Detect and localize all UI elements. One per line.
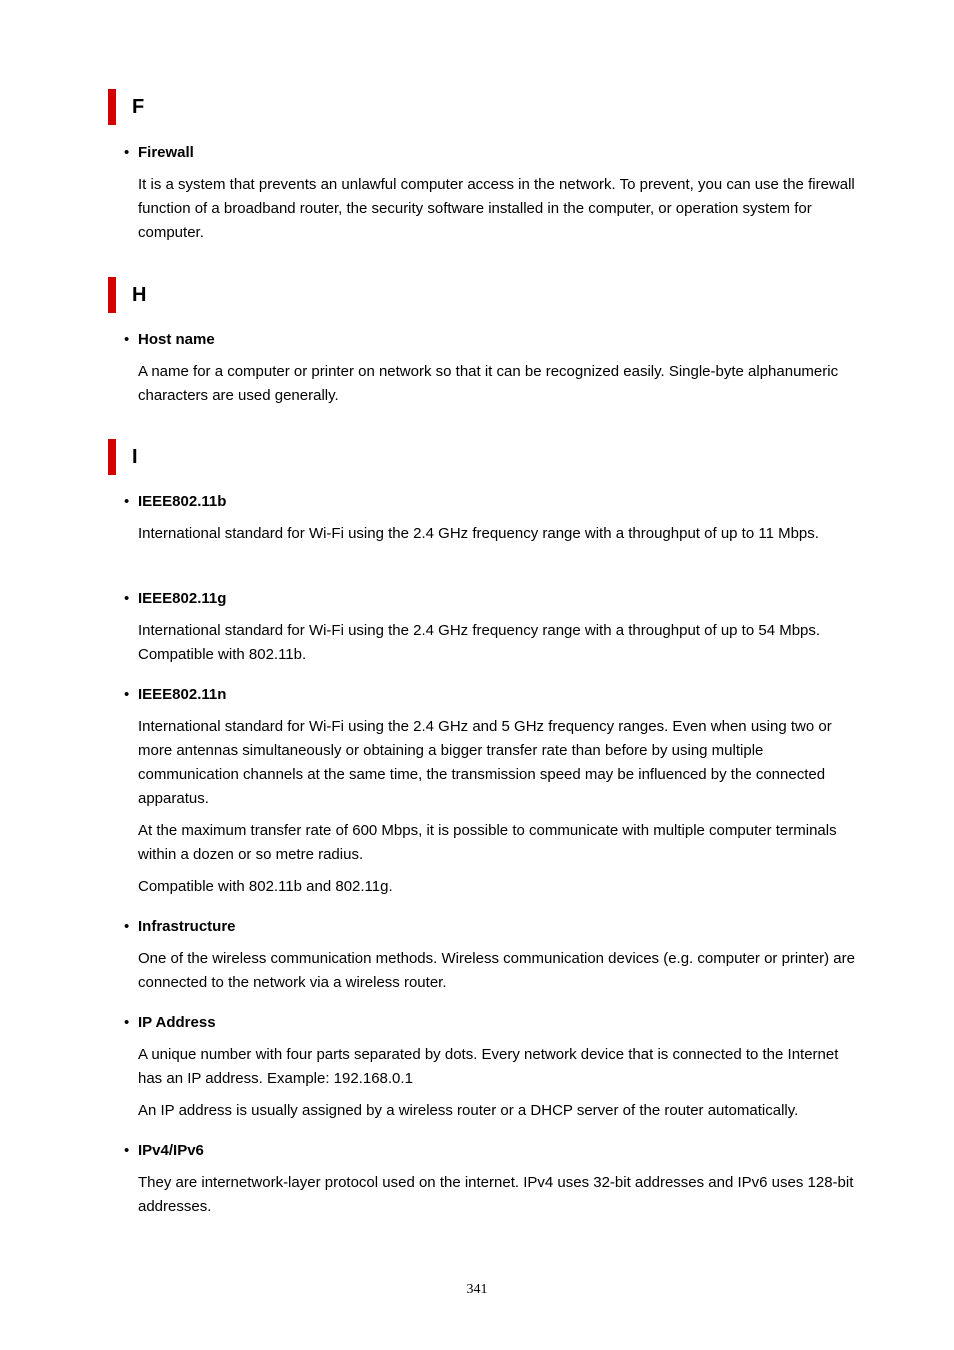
term-title: Firewall <box>138 144 194 161</box>
bullet: • <box>124 1142 130 1159</box>
section-marker-bar <box>108 277 116 313</box>
term-title: IEEE802.11b <box>138 493 227 510</box>
section-heading-f <box>108 89 868 125</box>
definition-paragraph: At the maximum transfer rate of 600 Mbps, it is possible to communicate with multiple computer terminals within a dozen or so metre radius. <box>138 822 837 863</box>
definition-paragraph: International standard for Wi-Fi using the 2.4 GHz and 5 GHz frequency ranges. Even when using two or more antennas simultaneously or obtaining a bigger transfer rate than before by using multiple communication channels at the same time, the transmission speed may be influenced by the connected apparatus. <box>138 718 832 807</box>
definition-paragraph: A name for a computer or printer on network so that it can be recognized easily. Single-byte alphanumeric characters are used generally. <box>138 363 839 404</box>
definition-paragraph: International standard for Wi-Fi using the 2.4 GHz frequency range with a throughput of up to 54 Mbps. Compatible with 802.11b. <box>138 622 821 663</box>
bullet: • <box>124 1014 130 1031</box>
section-heading-h <box>108 277 868 313</box>
section-letter: H <box>132 284 147 306</box>
bullet: • <box>124 144 130 161</box>
bullet: • <box>124 331 130 348</box>
bullet: • <box>124 493 130 510</box>
term-title: Host name <box>138 331 215 348</box>
term-title: IP Address <box>138 1014 216 1031</box>
definition-paragraph: They are internetwork-layer protocol used on the internet. IPv4 uses 32-bit addresses and IPv6 uses 128-bit addresses. <box>138 1174 854 1215</box>
section-marker-bar <box>108 439 116 475</box>
term-title: Infrastructure <box>138 918 236 935</box>
section-heading-i <box>108 439 868 475</box>
definition-paragraph: An IP address is usually assigned by a wireless router or a DHCP server of the router automatically. <box>138 1102 799 1119</box>
definition-paragraph: It is a system that prevents an unlawful computer access in the network. To prevent, you can use the firewall function of a broadband router, the security software installed in the computer, or operation system for computer. <box>138 176 855 241</box>
term-title: IEEE802.11n <box>138 686 227 703</box>
page-number: 341 <box>466 1282 488 1297</box>
term-title: IPv4/IPv6 <box>138 1142 204 1159</box>
section-letter: F <box>132 96 145 118</box>
definition-paragraph: International standard for Wi-Fi using the 2.4 GHz frequency range with a throughput of up to 11 Mbps. <box>138 525 819 542</box>
definition-paragraph: A unique number with four parts separated by dots. Every network device that is connected to the Internet has an IP address. Example: 192.168.0.1 <box>138 1046 839 1087</box>
bullet: • <box>124 918 130 935</box>
term-title: IEEE802.11g <box>138 590 227 607</box>
section-marker-bar <box>108 89 116 125</box>
bullet: • <box>124 686 130 703</box>
section-letter: I <box>132 446 138 468</box>
definition-paragraph: One of the wireless communication methods. Wireless communication devices (e.g. computer or printer) are connected to the network via a wireless router. <box>138 950 855 991</box>
definition-paragraph: Compatible with 802.11b and 802.11g. <box>138 878 393 895</box>
bullet: • <box>124 590 130 607</box>
